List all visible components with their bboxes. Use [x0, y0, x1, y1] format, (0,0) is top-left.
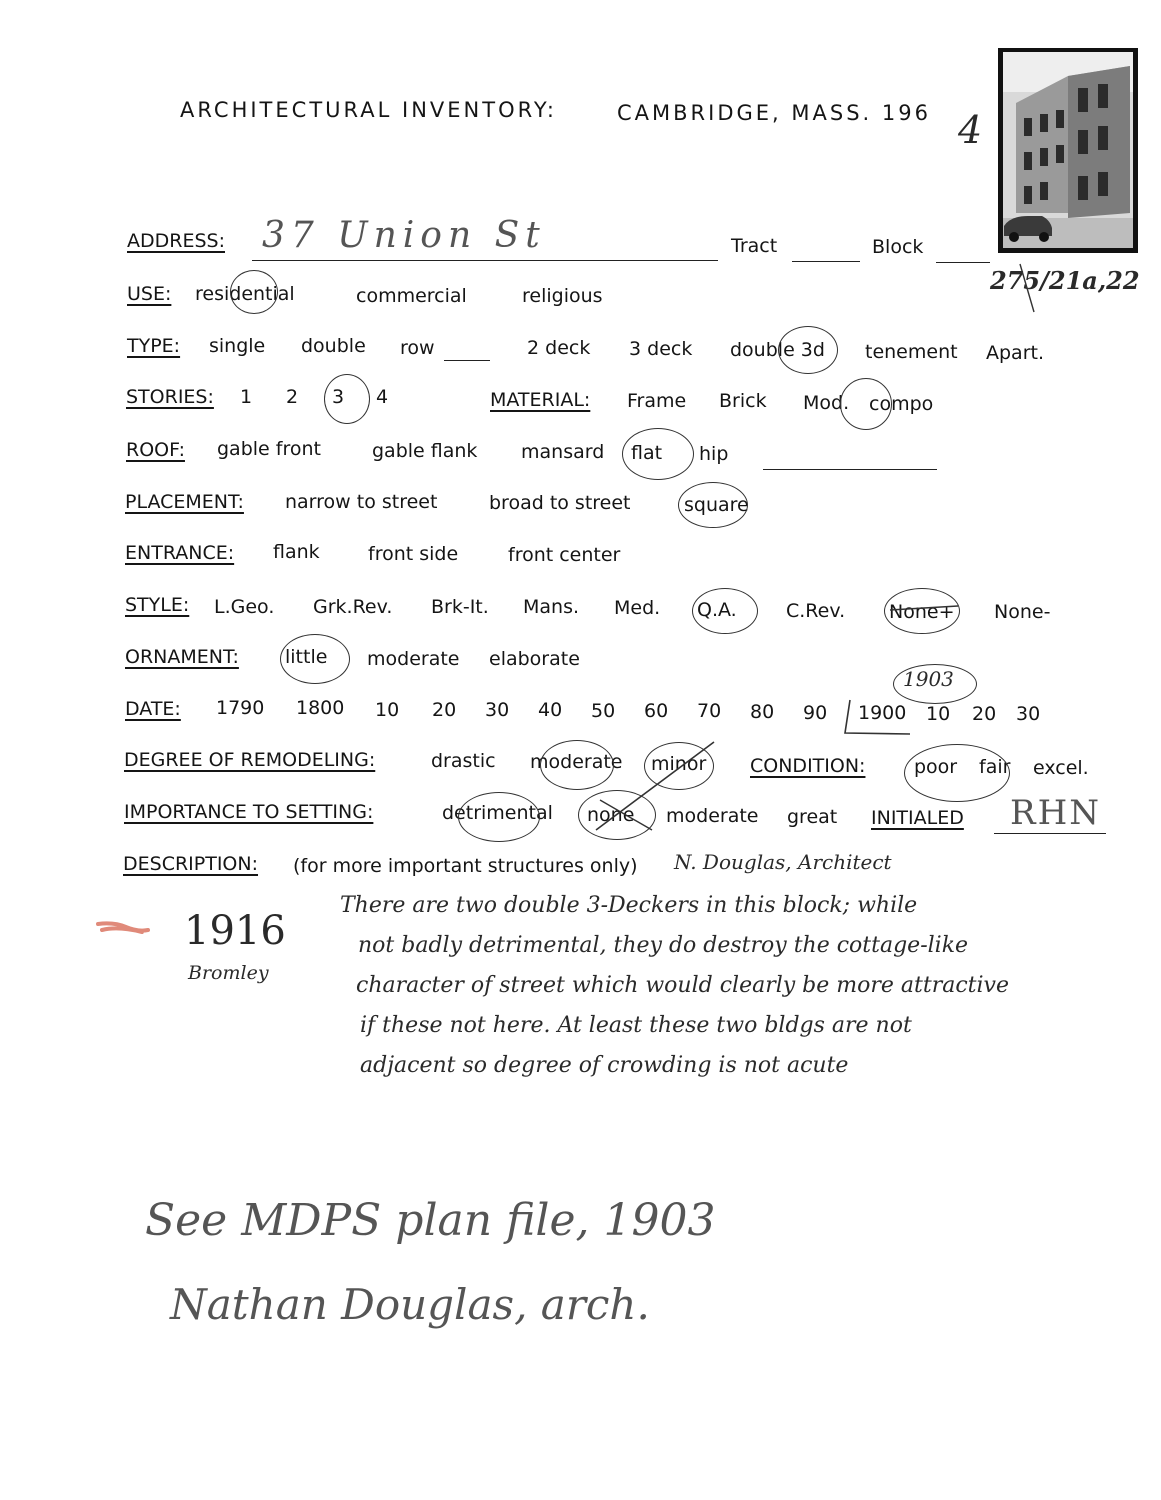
use-option-commercial: commercial: [356, 285, 467, 307]
placement-option-broad: broad to street: [489, 492, 631, 514]
date-option-70: 70: [697, 700, 722, 722]
tract-label: Tract: [731, 235, 778, 257]
style-option-none-minus: None-: [994, 601, 1051, 623]
parcel-reference: 275/21a,22: [990, 266, 1140, 295]
ornament-option-little: little: [285, 646, 328, 668]
ornament-option-moderate: moderate: [367, 648, 460, 670]
notes-line-3: character of street which would clearly be more attractive: [356, 973, 1009, 998]
address-value: 37 Union St: [262, 215, 546, 256]
importance-label: IMPORTANCE TO SETTING:: [124, 801, 374, 823]
entrance-option-flank: flank: [273, 541, 320, 563]
material-option-brick: Brick: [719, 390, 767, 412]
stories-label: STORIES:: [126, 386, 214, 408]
placement-option-square: square: [684, 494, 749, 516]
roof-option-gable-flank: gable flank: [372, 440, 478, 462]
notes-year: 1916: [184, 908, 286, 954]
date-handwritten: 1903: [903, 667, 954, 691]
placement-option-narrow: narrow to street: [285, 491, 438, 513]
roof-option-hip: hip: [699, 443, 729, 465]
condition-label: CONDITION:: [750, 755, 866, 777]
date-option-50: 50: [591, 700, 616, 722]
initialed-label: INITIALED: [871, 807, 964, 829]
roof-label: ROOF:: [126, 439, 185, 461]
remodeling-label: DEGREE OF REMODELING:: [124, 749, 376, 771]
style-option-qa: Q.A.: [697, 599, 737, 621]
type-label: TYPE:: [127, 335, 181, 357]
style-option-crev: C.Rev.: [786, 600, 846, 622]
notes-bottom-line-1: See MDPS plan file, 1903: [145, 1195, 716, 1246]
remodeling-option-minor: minor: [651, 753, 707, 775]
form-title: ARCHITECTURAL INVENTORY:: [180, 98, 557, 122]
entrance-option-front-center: front center: [508, 544, 621, 566]
date-label: DATE:: [125, 698, 181, 720]
stories-option-4: 4: [376, 386, 389, 408]
material-option-compo: compo: [869, 393, 934, 415]
style-option-none-plus: None+: [889, 601, 955, 623]
use-option-residential: residential: [195, 283, 295, 305]
entrance-label: ENTRANCE:: [125, 542, 235, 564]
material-option-frame: Frame: [627, 390, 687, 412]
type-option-apartment: Apart.: [986, 342, 1045, 364]
style-option-mans: Mans.: [523, 596, 580, 618]
type-option-double: double: [301, 335, 366, 357]
description-label: DESCRIPTION:: [123, 853, 259, 875]
style-option-grkrev: Grk.Rev.: [313, 596, 393, 618]
ornament-label: ORNAMENT:: [125, 646, 239, 668]
date-option-30: 30: [485, 699, 510, 721]
date-option-1910: 10: [926, 703, 951, 725]
style-label: STYLE:: [125, 594, 190, 616]
condition-option-excel: excel.: [1033, 757, 1089, 779]
importance-option-detrimental: detrimental: [442, 802, 553, 824]
stories-option-1: 1: [240, 386, 253, 408]
use-label: USE:: [127, 283, 172, 305]
type-option-2-deck: 2 deck: [527, 337, 591, 359]
stories-option-3: 3: [332, 386, 345, 408]
roof-option-gable-front: gable front: [217, 438, 321, 460]
type-option-row: row: [400, 337, 435, 359]
date-option-1900: 1900: [858, 702, 907, 724]
address-label: ADDRESS:: [127, 230, 225, 252]
style-option-lgeo: L.Geo.: [214, 596, 275, 618]
block-label: Block: [872, 236, 924, 258]
date-option-90: 90: [803, 702, 828, 724]
date-option-20: 20: [432, 699, 457, 721]
date-option-40: 40: [538, 699, 563, 721]
notes-bottom-line-2: Nathan Douglas, arch.: [170, 1280, 650, 1329]
description-hint: (for more important structures only): [293, 855, 638, 877]
stories-option-2: 2: [286, 386, 299, 408]
importance-option-great: great: [787, 806, 838, 828]
date-option-1920: 20: [972, 703, 997, 725]
type-option-single: single: [209, 335, 266, 357]
condition-option-fair: fair: [979, 756, 1011, 778]
type-option-tenement: tenement: [865, 341, 958, 363]
material-option-mod: Mod.: [803, 392, 850, 414]
form-location: CAMBRIDGE, MASS. 196: [617, 101, 931, 125]
type-option-double-3d: double 3d: [730, 339, 825, 361]
remodeling-option-drastic: drastic: [431, 750, 496, 772]
initialed-value: RHN: [1010, 793, 1101, 833]
type-option-3-deck: 3 deck: [629, 338, 693, 360]
year-digit: 4: [958, 108, 983, 152]
date-option-80: 80: [750, 701, 775, 723]
importance-option-none: none: [587, 804, 635, 826]
notes-name: Bromley: [188, 962, 269, 984]
date-option-1800: 1800: [296, 697, 345, 719]
ornament-option-elaborate: elaborate: [489, 648, 580, 670]
importance-option-moderate: moderate: [666, 805, 759, 827]
condition-option-poor: poor: [914, 756, 958, 778]
notes-line-2: not badly detrimental, they do destroy the cottage-like: [358, 933, 969, 958]
style-option-brkit: Brk-It.: [431, 596, 489, 618]
notes-line-1: There are two double 3-Deckers in this block; while: [340, 893, 918, 918]
notes-line-5: adjacent so degree of crowding is not acute: [360, 1053, 849, 1078]
style-option-med: Med.: [614, 597, 661, 619]
remodeling-option-moderate: moderate: [530, 751, 623, 773]
roof-option-flat: flat: [631, 442, 663, 464]
placement-label: PLACEMENT:: [125, 491, 244, 513]
roof-option-mansard: mansard: [521, 441, 605, 463]
date-option-10: 10: [375, 699, 400, 721]
date-option-1930: 30: [1016, 703, 1041, 725]
notes-line-4: if these not here. At least these two bldgs are not: [360, 1013, 912, 1038]
use-option-religious: religious: [522, 285, 603, 307]
description-architect: N. Douglas, Architect: [674, 850, 892, 874]
material-label: MATERIAL:: [490, 389, 591, 411]
date-option-60: 60: [644, 700, 669, 722]
entrance-option-front-side: front side: [368, 543, 459, 565]
date-option-1790: 1790: [216, 697, 265, 719]
